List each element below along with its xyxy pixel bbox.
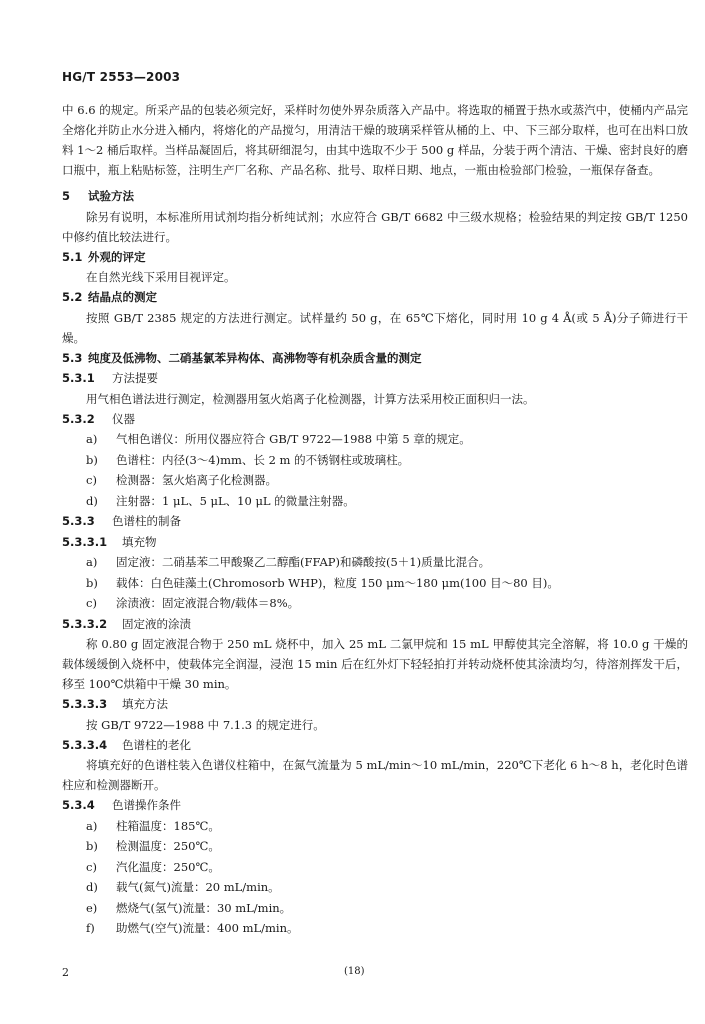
list-item: f) 助燃气(空气)流量：400 mL/min。 [86,921,299,935]
list-item: a) 气相色谱仪：所用仪器应符合 GB/T 9722—1988 中第 5 章的规定。 [86,432,471,446]
list-item: a) 柱箱温度：185℃。 [86,818,220,833]
section-5-3-3-heading: 5.3.3 色谱柱的制备 [62,514,181,528]
section-5-2-text: 按照 GB/T 2385 规定的方法进行测定。试样量约 50 g，在 65℃下熔化，同时用 10 g 4 Å(或 5 Å)分子筛进行干燥。 [62,310,688,345]
list-item: c) 汽化温度：250℃。 [86,859,220,874]
section-5-3-3-4-heading: 5.3.3.4 色谱柱的老化 [62,737,191,752]
section-5-2-heading: 5.2 结晶点的测定 [62,290,157,304]
list-item: c) 涂渍液：固定液混合物/载体＝8%。 [86,596,300,610]
list-item: d) 载气(氮气)流量：20 mL/min。 [86,880,280,894]
list-item: c) 检测器：氢火焰离子化检测器。 [86,473,277,487]
document-body [62,100,688,939]
page-mark: (18) [344,966,365,977]
section-5-3-3-2-text: 称 0.80 g 固定液混合物于 250 mL 烧杯中，加入 25 mL 二氯甲烷和 15 mL 甲醇使其完全溶解，将 10.0 g 干燥的载体缓缓倒入烧杯中，使载体完全润湿，浸泡 15 min 后在红外灯下轻轻拍打并转动烧杯使其涂渍均匀，待溶剂挥发干后，移至 100℃烘箱中干燥 30 min。 [62,637,688,691]
section-5-1-text: 在自然光线下采用目视评定。 [86,270,236,284]
list-item: b) 检测温度：250℃。 [86,839,220,853]
intro-paragraph: 中 6.6 的规定。所采产品的包装必须完好，采样时勿使外界杂质落入产品中。将选取的桶置于热水或蒸汽中，使桶内产品完全熔化并防止水分进入桶内，将熔化的产品搅匀，用清洁干燥的玻璃采样管从桶的上、中、下三部分取样，也可在出料口放料 1～2 桶后取样。当样品凝固后，将其研细混匀，由其中选取不少于 500 g 样品，分装于两个清洁、干燥、密封良好的磨口瓶中，瓶上粘贴标签，注明生产厂名称、产品名称、批号、取样日期、地点，一瓶由检验部门检验，一瓶保存备查。 [62,103,688,177]
standard-number: HG/T 2553—2003 [62,70,181,84]
section-5-3-3-2-heading: 5.3.3.2 固定液的涂渍 [62,616,191,631]
section-5-3-3-3-heading: 5.3.3.3 填充方法 [62,697,168,711]
section-5-1-heading: 5.1 外观的评定 [62,249,146,264]
section-5-3-1-heading: 5.3.1 方法提要 [62,371,158,385]
section-5-3-3-1-heading: 5.3.3.1 填充物 [62,534,157,549]
section-5-3-3-3-text: 按 GB/T 9722—1988 中 7.1.3 的规定进行。 [86,717,325,732]
list-item: e) 燃烧气(氢气)流量：30 mL/min。 [86,900,292,915]
section-5-heading: 5 试验方法 [62,189,134,203]
page-number: 2 [62,966,69,979]
list-item: a) 固定液：二硝基苯二甲酸聚乙二醇酯(FFAP)和磷酸按(5＋1)质量比混合。 [86,555,491,569]
section-5-3-1-text: 用气相色谱法进行测定，检测器用氢火焰离子化检测器，计算方法采用校正面积归一法。 [86,391,535,406]
section-5-3-2-heading: 5.3.2 仪器 [62,411,135,426]
list-item: d) 注射器：1 μL、5 μL、10 μL 的微量注射器。 [86,493,355,508]
section-5-3-heading: 5.3 纯度及低沸物、二硝基氯苯异构体、高沸物等有机杂质含量的测定 [62,350,422,365]
section-5-paragraph: 除另有说明，本标准所用试剂均指分析纯试剂；水应符合 GB/T 6682 中三级水规格；检验结果的判定按 GB/T 1250 中修约值比较法进行。 [62,209,688,244]
section-5-3-3-4-text: 将填充好的色谱柱装入色谱仪柱箱中，在氮气流量为 5 mL/min～10 mL/min，220℃下老化 6 h～8 h，老化时色谱柱应和检测器断开。 [62,758,688,792]
section-5-3-4-heading: 5.3.4 色谱操作条件 [62,798,181,812]
list-item: b) 载体：白色硅藻土(Chromosorb WHP)，粒度 150 μm～180 μm(100 目～80 目)。 [86,575,559,590]
list-item: b) 色谱柱：内径(3～4)mm、长 2 m 的不锈钢柱或玻璃柱。 [86,452,410,467]
